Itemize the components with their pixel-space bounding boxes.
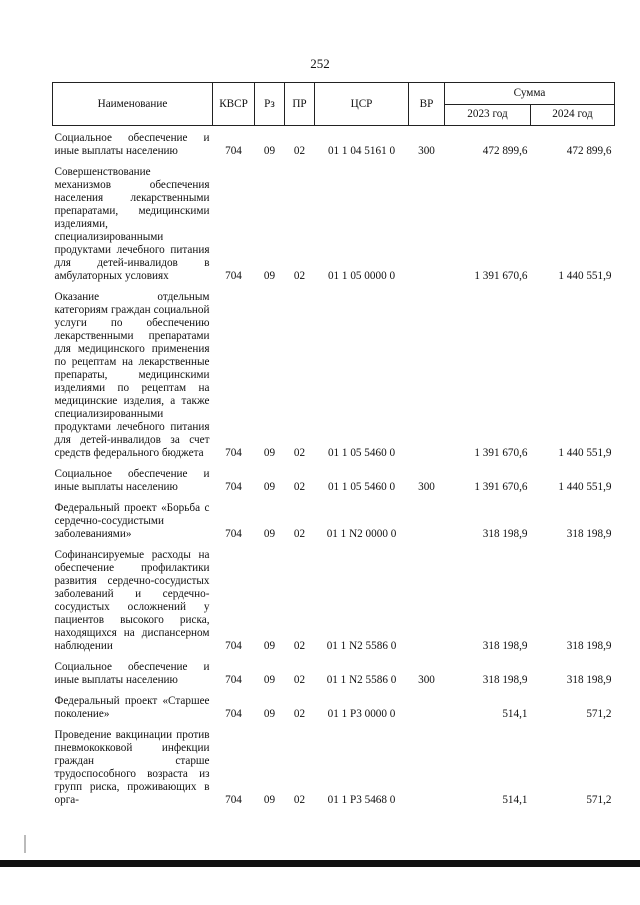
cell-2023: 318 198,9: [482, 640, 528, 652]
header-rz: Рз: [255, 83, 285, 126]
cell-csr: 01 1 N2 5586 0: [326, 674, 397, 686]
cell-2024: 472 899,6: [566, 145, 612, 157]
cell-csr: 01 1 N2 5586 0: [326, 640, 397, 652]
cell-vr: 300: [418, 674, 435, 686]
cell-name: Социальное обеспечение и иные выплаты населению: [54, 468, 210, 493]
cell-csr: 01 1 P3 5468 0: [327, 794, 396, 806]
cell-rz: 09: [263, 270, 276, 282]
cell-name: Проведение вакцинации против пневмококковой инфекции граждан старше трудоспособного возраста из групп риска, проживающих в орга-: [54, 729, 210, 806]
cell-2023: 514,1: [502, 794, 528, 806]
table-row: [53, 655, 615, 689]
cell-name: Федеральный проект «Старшее поколение»: [54, 695, 210, 720]
cell-csr: 01 1 05 0000 0: [327, 270, 396, 282]
cell-kvsr: 704: [225, 270, 242, 282]
cell-csr: 01 1 P3 0000 0: [327, 708, 396, 720]
header-sum: Сумма: [445, 83, 615, 105]
table-body: [53, 126, 615, 810]
table-row: [53, 496, 615, 543]
table-row: [53, 285, 615, 462]
cell-2023: 1 391 670,6: [474, 447, 528, 459]
cell-csr: 01 1 04 5161 0: [327, 145, 396, 157]
cell-2024: 318 198,9: [566, 674, 612, 686]
cell-2023: 318 198,9: [482, 528, 528, 540]
cell-kvsr: 704: [225, 145, 242, 157]
cell-kvsr: 704: [225, 794, 242, 806]
header-year-2024: 2024 год: [531, 104, 615, 126]
cell-name: Социальное обеспечение и иные выплаты населению: [54, 661, 210, 686]
cell-rz: 09: [263, 481, 276, 493]
cell-name: Оказание отдельным категориям граждан социальной услуги по обеспечению лекарственными препаратами для медицинского применения по рецептам на лекарственные препараты, медицинскими изделиями по рецептам на медицинские изделия, а также специализированными продуктами лечебного питания для детей-инвалидов за счет средств федерального бюджета: [54, 291, 210, 459]
cell-pr: 02: [293, 640, 306, 652]
cell-rz: 09: [263, 674, 276, 686]
cell-pr: 02: [293, 528, 306, 540]
cell-vr: [409, 285, 445, 462]
cell-vr: [409, 496, 445, 543]
page-number: 252: [310, 56, 330, 71]
cell-csr: 01 1 N2 0000 0: [326, 528, 397, 540]
header-vr: ВР: [409, 83, 445, 126]
cell-2023: 1 391 670,6: [474, 481, 528, 493]
cell-kvsr: 704: [225, 708, 242, 720]
cell-2024: 318 198,9: [566, 640, 612, 652]
cell-2024: 571,2: [586, 708, 612, 720]
table-row: [53, 160, 615, 285]
cell-2024: 318 198,9: [566, 528, 612, 540]
cell-rz: 09: [263, 145, 276, 157]
cell-kvsr: 704: [225, 447, 242, 459]
cell-vr: 300: [418, 481, 435, 493]
header-name: Наименование: [53, 83, 213, 126]
scan-artifact: [24, 835, 26, 853]
cell-vr: 300: [418, 145, 435, 157]
cell-name: Социальное обеспечение и иные выплаты населению: [54, 132, 210, 157]
cell-2024: 1 440 551,9: [558, 481, 612, 493]
table-row: [53, 543, 615, 655]
cell-vr: [409, 160, 445, 285]
table-row: [53, 689, 615, 723]
header-pr: ПР: [285, 83, 315, 126]
cell-csr: 01 1 05 5460 0: [327, 447, 396, 459]
cell-vr: [409, 689, 445, 723]
table-row: [53, 126, 615, 161]
cell-kvsr: 704: [225, 640, 242, 652]
cell-csr: 01 1 05 5460 0: [327, 481, 396, 493]
cell-pr: 02: [293, 794, 306, 806]
cell-pr: 02: [293, 481, 306, 493]
scan-edge-bar: [0, 860, 640, 867]
cell-rz: 09: [263, 640, 276, 652]
cell-rz: 09: [263, 528, 276, 540]
cell-pr: 02: [293, 447, 306, 459]
table-row: [53, 462, 615, 496]
cell-name: Федеральный проект «Борьба с сердечно-сосудистыми заболеваниями»: [54, 502, 210, 540]
cell-rz: 09: [263, 708, 276, 720]
cell-2023: 472 899,6: [482, 145, 528, 157]
cell-kvsr: 704: [225, 528, 242, 540]
cell-rz: 09: [263, 447, 276, 459]
cell-2024: 571,2: [586, 794, 612, 806]
cell-pr: 02: [293, 674, 306, 686]
cell-vr: [409, 543, 445, 655]
table-header: [53, 83, 615, 126]
table-row: [53, 723, 615, 809]
cell-2023: 1 391 670,6: [474, 270, 528, 282]
header-year-2023: 2023 год: [445, 104, 531, 126]
cell-name: Совершенствование механизмов обеспечения населения лекарственными препаратами, медицинскими изделиями, специализированными продуктами лечебного питания для детей-инвалидов в амбулаторных условиях: [54, 166, 210, 282]
cell-rz: 09: [263, 794, 276, 806]
header-kvsr: КВСР: [213, 83, 255, 126]
cell-2024: 1 440 551,9: [558, 270, 612, 282]
cell-pr: 02: [293, 270, 306, 282]
cell-2024: 1 440 551,9: [558, 447, 612, 459]
cell-name: Софинансируемые расходы на обеспечение профилактики развития сердечно-сосудистых заболеваний и сердечно-сосудистых осложнений у пациентов высокого риска, находящихся на диспансерном наблюдении: [54, 549, 210, 652]
cell-vr: [409, 723, 445, 809]
cell-pr: 02: [293, 708, 306, 720]
cell-pr: 02: [293, 145, 306, 157]
header-csr: ЦСР: [315, 83, 409, 126]
budget-table: [52, 82, 615, 809]
cell-kvsr: 704: [225, 481, 242, 493]
cell-kvsr: 704: [225, 674, 242, 686]
cell-2023: 318 198,9: [482, 674, 528, 686]
cell-2023: 514,1: [502, 708, 528, 720]
